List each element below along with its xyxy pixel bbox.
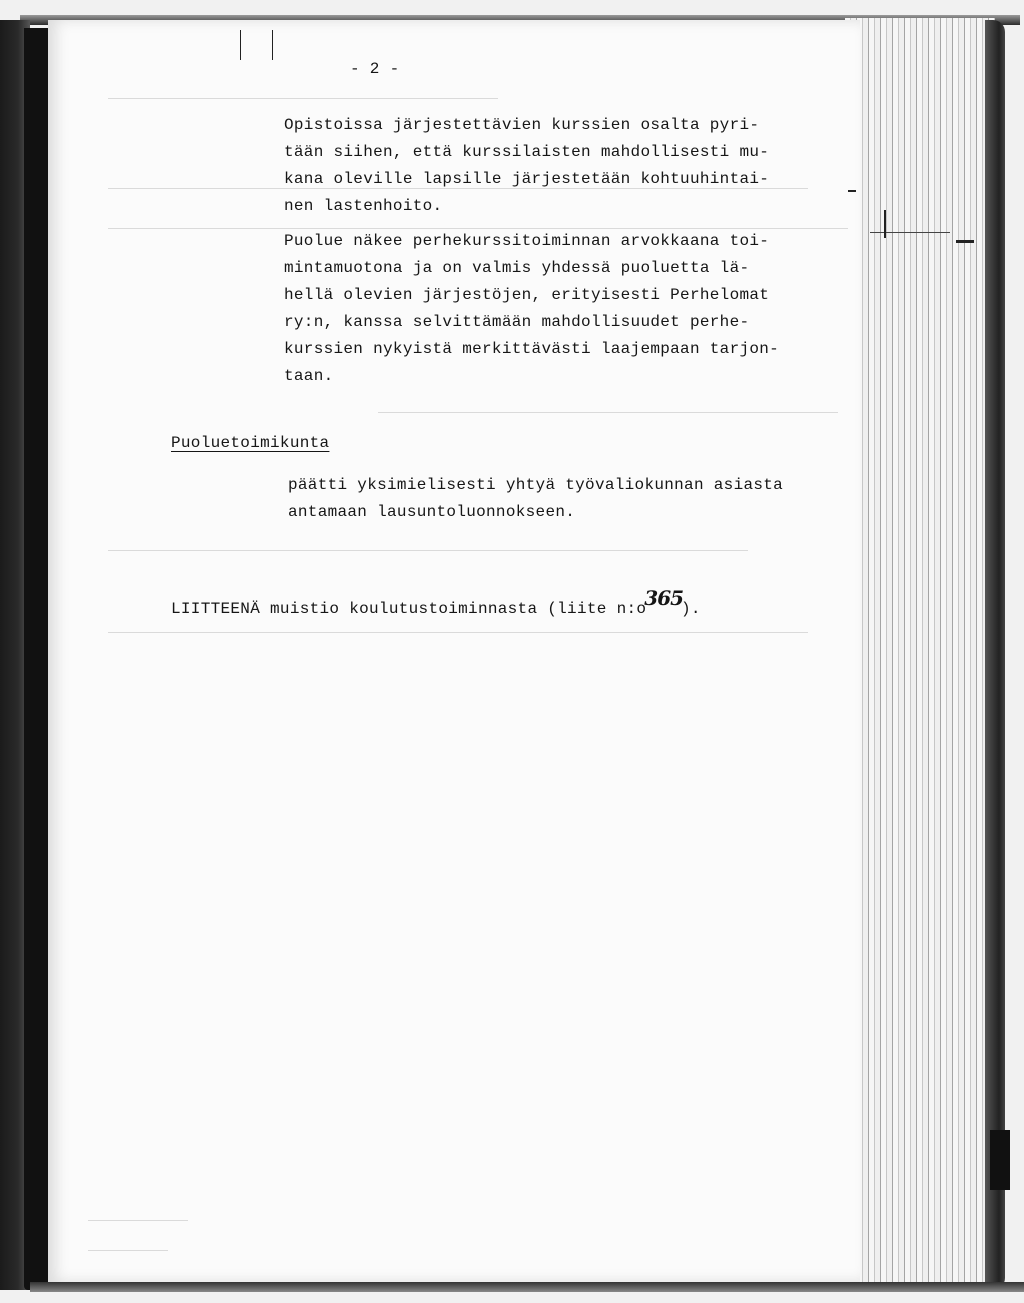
bleed-through-line bbox=[88, 1220, 188, 1221]
attachment-suffix: ). bbox=[681, 600, 701, 618]
scan-bottom-edge bbox=[30, 1282, 1024, 1292]
handwritten-attachment-number: 365 bbox=[644, 586, 684, 610]
bleed-through-line bbox=[88, 1250, 168, 1251]
scan-mark bbox=[240, 30, 241, 60]
section-heading: Puoluetoimikunta bbox=[171, 434, 330, 452]
bleed-through-line bbox=[108, 632, 808, 633]
page-number: - 2 - bbox=[350, 60, 400, 78]
attachment-line bbox=[171, 586, 701, 618]
scan-mark bbox=[956, 240, 974, 243]
page-stack-edges bbox=[845, 18, 995, 1286]
attachment-prefix: LIITTEENÄ muistio koulutustoiminnasta (liite n:o bbox=[171, 600, 647, 618]
cover-notch bbox=[990, 1130, 1010, 1190]
scan-mark bbox=[884, 210, 886, 238]
decision-text: päätti yksimielisesti yhtyä työvaliokunnan asiasta antamaan lausuntoluonnokseen. bbox=[288, 476, 784, 521]
bleed-through-line bbox=[108, 550, 748, 551]
paragraph-childcare: Opistoissa järjestettävien kurssien osalta pyri- tään siihen, että kurssilaisten mahdollisesti mu- kana oleville lapsille järjestetään kohtuuhintai- nen lastenhoito. bbox=[284, 116, 770, 215]
scan-mark bbox=[272, 30, 273, 60]
bleed-through-line bbox=[108, 98, 498, 99]
paragraph-family-courses: Puolue näkee perhekurssitoiminnan arvokkaana toi- mintamuotona ja on valmis yhdessä puoluetta lä- hellä olevien järjestöjen, erityisesti Perhelomat ry:n, kanssa selvittämään mahdollisuudet perhe- kurssien nykyistä merkittävästi laajempaan tarjon- taan. bbox=[284, 232, 780, 385]
book-cover-edge bbox=[985, 20, 1005, 1290]
scan-mark bbox=[870, 232, 950, 233]
bleed-through-line bbox=[378, 412, 838, 413]
scan-mark bbox=[848, 190, 856, 192]
